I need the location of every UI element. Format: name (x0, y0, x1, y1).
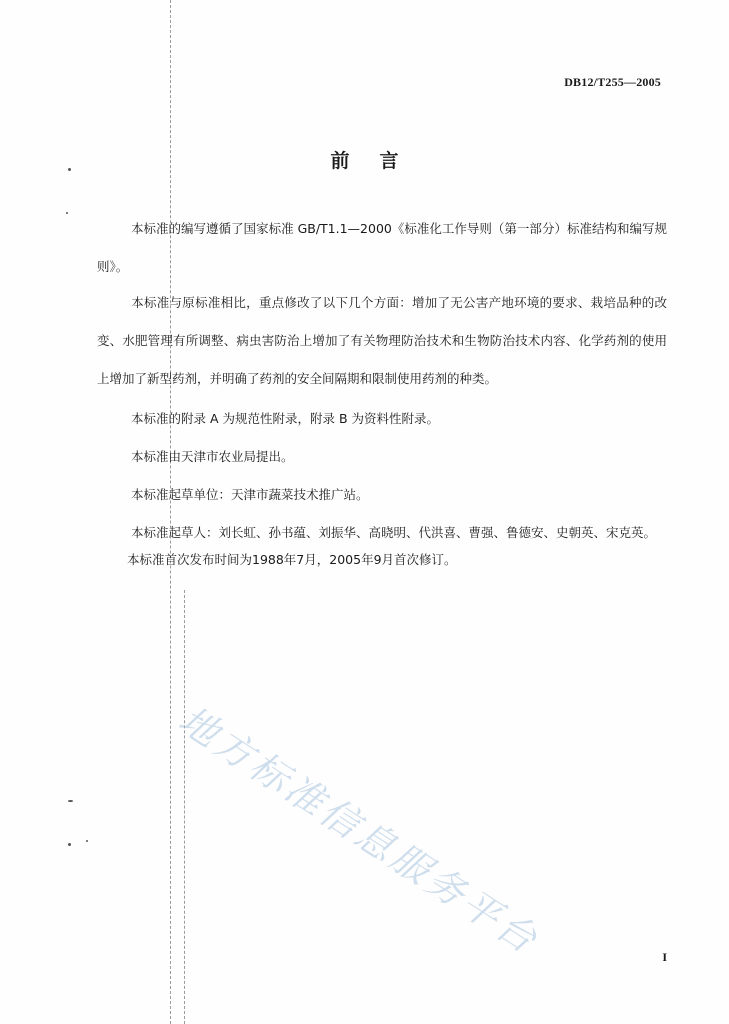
paragraph-text: 本标准由天津市农业局提出。 (131, 449, 294, 464)
paragraph (97, 210, 667, 286)
binding-margin-line-lower (184, 590, 185, 1024)
paragraph-text: 本标准首次发布时间为1988年7月，2005年9月首次修订。 (127, 552, 457, 567)
paragraph-text: 本标准起草单位：天津市蔬菜技术推广站。 (131, 487, 369, 502)
paragraph-text: 本标准与原标准相比，重点修改了以下几个方面：增加了无公害产地环境的要求、栽培品种的改变、水肥管理有所调整、病虫害防治上增加了有关物理防治技术和生物防治技术内容、化学药剂的使用上增加了新型药剂，并明确了药剂的安全间隔期和限制使用药剂的种类。 (97, 295, 667, 386)
paragraph (97, 400, 667, 438)
paragraph (97, 438, 667, 476)
paragraph-text: 本标准起草人：刘长虹、孙书蕴、刘振华、高晓明、代洪喜、曹强、鲁德安、史朝英、宋克英。 (131, 525, 657, 540)
watermark: 地方标准信息服务平台 (171, 697, 548, 964)
paragraph (127, 546, 457, 574)
page-number: I (662, 950, 667, 964)
scan-speck (86, 840, 88, 842)
document-code: DB12/T255—2005 (564, 75, 661, 89)
paragraph-text: 本标准的编写遵循了国家标准 GB/T1.1—2000《标准化工作导则（第一部分）标准结构和编写规则》。 (97, 221, 667, 274)
paragraph (97, 476, 667, 514)
paragraph (97, 284, 667, 398)
page-title: 前言 (330, 150, 429, 172)
scan-speck (68, 843, 71, 846)
scan-speck (68, 800, 73, 802)
scan-speck (66, 212, 68, 214)
paragraph-text: 本标准的附录 A 为规范性附录，附录 B 为资料性附录。 (131, 411, 440, 426)
